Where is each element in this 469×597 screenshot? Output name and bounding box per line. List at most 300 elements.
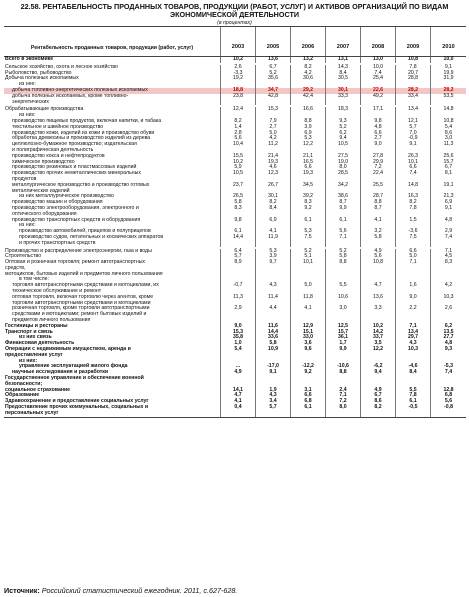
row-value: 21,3 — [443, 193, 454, 200]
row-value: 7,4 — [444, 369, 453, 376]
row-label: производство резиновых и пластмассовых изделий — [4, 165, 221, 171]
row-value: 5,8 — [326, 254, 361, 260]
row-value: 26,5 — [221, 194, 256, 200]
row-value: 42,8 — [256, 94, 291, 106]
row-value: 9,1 — [444, 63, 453, 70]
row-value: 5,6 — [221, 136, 256, 142]
row-value: 18,3 — [326, 107, 361, 113]
row-value: 7,4 — [361, 71, 396, 77]
row-value: 22,4 — [361, 171, 396, 183]
row-value: -3,3 — [221, 71, 256, 77]
row-label: производство пищевых продуктов, включая напитки, и табака — [4, 119, 221, 125]
header-year: 2010 — [442, 44, 455, 50]
row-value: 6,2 — [444, 322, 453, 329]
row-value: 10,0 — [361, 65, 396, 71]
row-value: 4,3 — [256, 283, 291, 295]
row-value: 30,6 — [291, 76, 326, 82]
row-label: металлургическое производство и производство готовых металлических изделий — [4, 183, 221, 195]
row-value: 3,3 — [361, 306, 396, 323]
row-value: 5,4 — [221, 347, 256, 359]
row-value: 6,6 — [396, 249, 431, 255]
row-label: химическое производство — [4, 160, 221, 166]
row-value: 8,4 — [326, 71, 361, 77]
row-value: 5,7 — [256, 405, 291, 417]
row-value: 25,4 — [361, 76, 396, 82]
row-value: 4,4 — [256, 306, 291, 323]
row-value: 11,3 — [221, 295, 256, 307]
row-value: 9,2 — [291, 370, 326, 376]
row-label: из них связь — [4, 335, 221, 341]
row-value: 12,3 — [256, 171, 291, 183]
row-value: 33,3 — [326, 94, 361, 106]
header-year: 2008 — [361, 27, 396, 56]
row-value: 6,6 — [291, 393, 326, 399]
row-value: 33,7 — [361, 335, 396, 341]
row-value: -12,2 — [291, 364, 326, 370]
row-value: 34,2 — [326, 183, 361, 195]
row-value: 0,4 — [221, 405, 256, 417]
row-value: 14,2 — [361, 330, 396, 336]
row-value: 9,9 — [326, 347, 361, 359]
row-value: 7,5 — [396, 235, 431, 247]
table-row — [4, 347, 466, 359]
row-value: 4,1 — [291, 306, 326, 323]
row-value: 8,0 — [326, 165, 361, 171]
row-value: 11,6 — [256, 324, 291, 330]
row-label: производство кокса и нефтепродуктов — [4, 154, 221, 160]
row-label: текстильное и швейное производство — [4, 125, 221, 131]
row-value: 3,1 — [291, 388, 326, 394]
row-value: 13,5 — [443, 328, 454, 335]
row-value: 19,3 — [291, 171, 326, 183]
row-value: 10,1 — [396, 160, 431, 166]
row-value: 17,1 — [361, 107, 396, 113]
row-value: 15,3 — [256, 107, 291, 113]
row-value: 15,7 — [443, 158, 454, 165]
row-value: 3,0 — [326, 306, 361, 323]
row-value: -0,8 — [444, 404, 453, 411]
row-value: 8,3 — [221, 206, 256, 218]
row-value: 22,6 — [361, 88, 396, 94]
row-value: 4,2 — [291, 71, 326, 77]
row-value: 9,0 — [221, 324, 256, 330]
row-value: 16,5 — [291, 160, 326, 166]
row-value: 4,1 — [221, 399, 256, 405]
row-value: 39,2 — [291, 194, 326, 200]
row-value: 6,2 — [326, 131, 361, 137]
row-value: 7,0 — [396, 131, 431, 137]
header-year: 2009 — [396, 27, 431, 56]
row-value: 12,9 — [291, 324, 326, 330]
row-value: 28,2 — [443, 86, 454, 93]
row-label: из них: — [4, 113, 221, 119]
row-label: производство автомобилей, прицепов и полуприцепов — [4, 229, 221, 235]
row-value: ... — [221, 364, 256, 370]
row-value: 10,9 — [256, 347, 291, 359]
row-value: 14,1 — [221, 388, 256, 394]
row-value: 35,6 — [256, 76, 291, 82]
row-label: производство машин и оборудования — [4, 200, 221, 206]
table-title: 22.58. РЕНТАБЕЛЬНОСТЬ ПРОДАННЫХ ТОВАРОВ, ПРОДУКЦИИ (РАБОТ, УСЛУГ) И АКТИВОВ ОРГАНИЗАЦИЙ ПО ВИДАМ ЭКОНОМИЧЕСКОЙ ДЕЯТЕЛЬНОСТИ — [20, 2, 449, 19]
row-label: в том числе: — [4, 277, 221, 283]
row-value: 8,7 — [361, 206, 396, 218]
row-value: 10,5 — [221, 171, 256, 183]
row-label: Строительство — [4, 254, 221, 260]
row-value: 6,7 — [256, 65, 291, 71]
row-value: 10,3 — [396, 347, 431, 359]
row-value: 31,9 — [443, 75, 454, 82]
row-label: Всего в экономике — [4, 57, 221, 63]
row-value: 5,3 — [256, 249, 291, 255]
row-value: -3,6 — [396, 229, 431, 235]
header-indicator-label: Рентабельность проданных товаров, продукции (работ, услуг) — [4, 27, 221, 56]
row-label: Государственное управление и обеспечение военной безопасности; — [4, 376, 221, 388]
row-value: 13,1 — [326, 57, 361, 63]
row-value: 36,1 — [326, 335, 361, 341]
row-label: производство кожи, изделий из кожи и производство обуви — [4, 131, 221, 137]
row-label: из них: — [4, 223, 221, 229]
row-value: 5,0 — [256, 131, 291, 137]
row-value: 30,1 — [256, 194, 291, 200]
row-value: 30,5 — [326, 76, 361, 82]
row-value — [326, 376, 361, 388]
row-value: 6,6 — [291, 165, 326, 171]
row-label: управление эксплуатацией жилого фонда — [4, 364, 221, 370]
row-value: 12,4 — [221, 107, 256, 113]
row-value: 7,8 — [396, 206, 431, 218]
row-value: -6,2 — [361, 364, 396, 370]
row-value: 9,1 — [444, 204, 453, 211]
row-value: 29,7 — [396, 335, 431, 341]
row-value: 4,2 — [444, 282, 453, 289]
row-value: -10,6 — [326, 364, 361, 370]
row-value: 2,7 — [256, 125, 291, 131]
row-value: 4,2 — [256, 136, 291, 142]
row-value: 9,4 — [326, 136, 361, 142]
row-value: 4,8 — [444, 216, 453, 223]
row-value: 4,6 — [256, 165, 291, 171]
row-value: 5,6 — [444, 398, 453, 405]
row-value: 7,9 — [256, 119, 291, 125]
row-value: 4,8 — [444, 340, 453, 347]
row-value: 9,7 — [256, 260, 291, 277]
row-label: производство судов, летательных и космических аппаратов и прочих транспортных средств — [4, 235, 221, 247]
row-value: 5,2 — [256, 71, 291, 77]
row-value: 34,5 — [291, 183, 326, 195]
row-label: Добыча полезных ископаемых — [4, 76, 221, 82]
row-value: 9,8 — [361, 119, 396, 125]
source-note — [4, 586, 237, 595]
row-value: 29,2 — [291, 88, 326, 94]
row-label: розничная торговля, кроме торговли автотранспортными средствами и мотоциклами; ремонт бытовых изделий и предметов личного пользования — [4, 306, 221, 323]
row-value: 10,5 — [326, 142, 361, 154]
row-value: 28,8 — [396, 76, 431, 82]
row-value: 6,8 — [291, 399, 326, 405]
row-value: 23,7 — [221, 183, 256, 195]
row-value: 6,9 — [256, 218, 291, 224]
row-value: 9,3 — [444, 346, 453, 353]
row-value: 13,4 — [396, 330, 431, 336]
table-row — [4, 171, 466, 183]
row-value: 49,2 — [361, 94, 396, 106]
row-value: 5,2 — [326, 125, 361, 131]
row-value — [361, 376, 396, 388]
row-label: Рыболовство, рыбоводство — [4, 71, 221, 77]
row-value: 5,6 — [361, 254, 396, 260]
row-value: 7,2 — [361, 165, 396, 171]
row-value: 18,8 — [221, 88, 256, 94]
row-value: 12,2 — [291, 142, 326, 154]
row-value: 5,3 — [291, 229, 326, 235]
row-value: 7,1 — [444, 247, 453, 254]
row-value: 8,2 — [361, 405, 396, 417]
row-value: 4,8 — [361, 125, 396, 131]
row-value: 15,7 — [326, 330, 361, 336]
row-label: производство транспортных средств и оборудования — [4, 218, 221, 224]
row-value: 7,1 — [396, 260, 431, 277]
row-label: добыча топливно-энергетических полезных ископаемых — [4, 88, 221, 94]
row-value: 3,0 — [444, 135, 453, 142]
row-value: 27,5 — [326, 154, 361, 160]
row-value: 4,7 — [361, 283, 396, 295]
row-value: 8,3 — [444, 259, 453, 266]
row-value: 8,8 — [326, 260, 361, 277]
row-value: 13,6 — [361, 295, 396, 307]
units-note: (в процентах) — [217, 20, 252, 26]
row-value: 3,5 — [361, 341, 396, 347]
row-value: 8,8 — [326, 370, 361, 376]
row-value: 1,4 — [221, 125, 256, 131]
row-value: 5,4 — [444, 123, 453, 130]
row-label: производство электрооборудования, электронного и оптического оборудования — [4, 206, 221, 218]
row-value: 13,0 — [361, 57, 396, 63]
row-value: -0,7 — [221, 283, 256, 295]
row-value: 5,1 — [291, 254, 326, 260]
row-value: 33,6 — [256, 335, 291, 341]
row-value: 30,1 — [326, 88, 361, 94]
row-value: 5,0 — [396, 254, 431, 260]
row-label: торговля автотранспортными средствами и мотоциклами, их техническое обслуживание и ремонт — [4, 283, 221, 295]
row-value: 14,8 — [396, 183, 431, 195]
row-value: 9,0 — [396, 295, 431, 307]
row-label: Обрабатывающие производства — [4, 107, 221, 113]
row-value: 4,5 — [444, 253, 453, 260]
row-value: 8,6 — [361, 399, 396, 405]
row-value: 10,2 — [221, 57, 256, 63]
row-value: 35,8 — [221, 335, 256, 341]
row-value — [396, 376, 431, 388]
row-value: 5,2 — [326, 249, 361, 255]
row-label: социальное страхование — [4, 388, 221, 394]
row-value: 7,1 — [396, 324, 431, 330]
row-value: 9,3 — [326, 119, 361, 125]
row-value: 5,5 — [396, 388, 431, 394]
row-value: 5,9 — [221, 165, 256, 171]
row-value — [291, 376, 326, 388]
row-value: 4,9 — [221, 370, 256, 376]
row-value: -17,0 — [256, 364, 291, 370]
row-value: 5,2 — [291, 249, 326, 255]
row-value: 20,7 — [396, 71, 431, 77]
row-label: добыча полезных ископаемых, кроме топливно- энергетических — [4, 94, 221, 106]
row-value: 26,7 — [256, 183, 291, 195]
row-value: 12,1 — [396, 119, 431, 125]
row-value: 7,2 — [326, 399, 361, 405]
header-year: 2006 — [291, 27, 326, 56]
row-label: из них: — [4, 359, 221, 365]
row-value: 2,2 — [396, 306, 431, 323]
row-label: Гостиницы и рестораны — [4, 324, 221, 330]
source-text: Российский статистический ежегодник. 2011, с.627-628. — [41, 586, 238, 595]
row-value: 3,6 — [291, 341, 326, 347]
row-value: -4,6 — [396, 364, 431, 370]
row-value: 11,3 — [443, 141, 454, 148]
row-value: 8,4 — [396, 370, 431, 376]
row-value: 6,1 — [291, 218, 326, 224]
row-label: Сельское хозяйство, охота и лесное хозяйство — [4, 65, 221, 71]
row-value: 6,1 — [221, 229, 256, 235]
row-value: 4,1 — [361, 218, 396, 224]
row-value: 6,7 — [361, 393, 396, 399]
row-value: 1,5 — [396, 218, 431, 224]
row-value: 13,4 — [396, 107, 431, 113]
row-value: 6,1 — [326, 218, 361, 224]
row-value: 7,8 — [396, 393, 431, 399]
row-value: 6,4 — [221, 249, 256, 255]
row-value: 6,7 — [444, 164, 453, 171]
row-value: 9,2 — [291, 206, 326, 218]
row-value: 5,6 — [326, 229, 361, 235]
row-value: 4,1 — [256, 229, 291, 235]
table-row — [4, 142, 466, 154]
row-value: 11,9 — [256, 235, 291, 247]
row-value: 14,3 — [326, 65, 361, 71]
row-label: Транспорт и связь — [4, 330, 221, 336]
row-value: 3,2 — [361, 229, 396, 235]
table-header — [4, 27, 466, 57]
header-year: 2007 — [326, 27, 361, 56]
row-value: 6,6 — [396, 165, 431, 171]
row-value: 19,2 — [221, 76, 256, 82]
row-value: 11,4 — [256, 295, 291, 307]
row-value: 9,1 — [256, 370, 291, 376]
row-value: 5,8 — [361, 235, 396, 247]
row-value: 4,3 — [256, 393, 291, 399]
table-row — [4, 376, 466, 388]
row-value: 3,9 — [291, 125, 326, 131]
source-label: Источник: — [4, 586, 40, 595]
row-value: 5,5 — [326, 283, 361, 295]
row-value: 15,5 — [221, 154, 256, 160]
row-value: 10,8 — [443, 117, 454, 124]
row-label: из них металлургическое производство — [4, 194, 221, 200]
row-value: 12,2 — [361, 347, 396, 359]
row-value: 16,3 — [396, 194, 431, 200]
table-body — [4, 57, 466, 417]
row-label: оптовая торговля, включая торговлю через агентов, кроме торговли автотранспортными средствами и мотоциклами — [4, 295, 221, 307]
table-row — [4, 235, 466, 247]
row-value: 9,9 — [326, 206, 361, 218]
row-value: 3,4 — [256, 399, 291, 405]
row-value: 9,1 — [396, 142, 431, 154]
row-value: 4,3 — [396, 341, 431, 347]
row-value: 7,4 — [444, 233, 453, 240]
row-value: 5,8 — [221, 200, 256, 206]
row-label: Операции с недвижимым имуществом, аренда и предоставление услуг — [4, 347, 221, 359]
row-value: 29,9 — [361, 160, 396, 166]
row-value: 6,6 — [361, 131, 396, 137]
row-value: 26,3 — [396, 154, 431, 160]
row-value: 2,6 — [444, 305, 453, 312]
table-row — [4, 405, 466, 417]
row-value: 19,1 — [443, 181, 454, 188]
row-value: 7,4 — [396, 171, 431, 183]
row-label: обработка древесины и производство изделий из дерева — [4, 136, 221, 142]
row-value: 5,0 — [291, 283, 326, 295]
row-value: 6,9 — [444, 199, 453, 206]
row-value: 2,4 — [326, 388, 361, 394]
row-value: 15,1 — [291, 330, 326, 336]
row-label: Образование — [4, 393, 221, 399]
row-value: 33,4 — [396, 94, 431, 106]
row-value: 4,9 — [361, 388, 396, 394]
row-value: 10,8 — [361, 260, 396, 277]
table-row — [4, 94, 466, 106]
row-value: 7,1 — [326, 235, 361, 247]
row-value: 8,3 — [291, 200, 326, 206]
row-value: 19,9 — [443, 69, 454, 76]
row-value: 10,2 — [361, 324, 396, 330]
row-value: 8,2 — [221, 119, 256, 125]
row-value: 25,5 — [361, 183, 396, 195]
row-value — [431, 376, 466, 388]
row-value: 28,5 — [326, 171, 361, 183]
row-value: 1,6 — [396, 283, 431, 295]
row-value: 8,8 — [291, 119, 326, 125]
row-value: 12,8 — [443, 386, 454, 393]
row-value: 6,1 — [396, 399, 431, 405]
row-value: 9,8 — [221, 218, 256, 224]
row-value: 21,1 — [291, 154, 326, 160]
row-value: 7,8 — [396, 65, 431, 71]
row-value: 6,9 — [291, 131, 326, 137]
row-value: 5,3 — [291, 136, 326, 142]
row-value: 8,2 — [396, 200, 431, 206]
row-value: 6,1 — [291, 405, 326, 417]
row-value: 11,8 — [291, 295, 326, 307]
row-value: 19,0 — [326, 160, 361, 166]
data-table — [4, 26, 466, 418]
row-label: Предоставление прочих коммунальных, социальных и персональных услуг — [4, 405, 221, 417]
row-value: 2,6 — [221, 65, 256, 71]
row-value: 14,4 — [256, 330, 291, 336]
row-label: производство прочих неметаллических минеральных продуктов — [4, 171, 221, 183]
row-value: 9,6 — [291, 347, 326, 359]
table-row — [4, 260, 466, 277]
row-value: 25,6 — [443, 152, 454, 159]
row-value: 34,7 — [256, 88, 291, 94]
row-value: 42,4 — [291, 94, 326, 106]
row-value: 8,2 — [256, 200, 291, 206]
header-year: 2003 — [221, 27, 256, 56]
row-value: -0,9 — [396, 136, 431, 142]
row-value: 3,9 — [256, 254, 291, 260]
row-value: 2,8 — [221, 131, 256, 137]
row-value: 1,0 — [221, 341, 256, 347]
row-value: 4,7 — [221, 393, 256, 399]
row-value: 8,9 — [221, 260, 256, 277]
row-value: 5,7 — [396, 125, 431, 131]
